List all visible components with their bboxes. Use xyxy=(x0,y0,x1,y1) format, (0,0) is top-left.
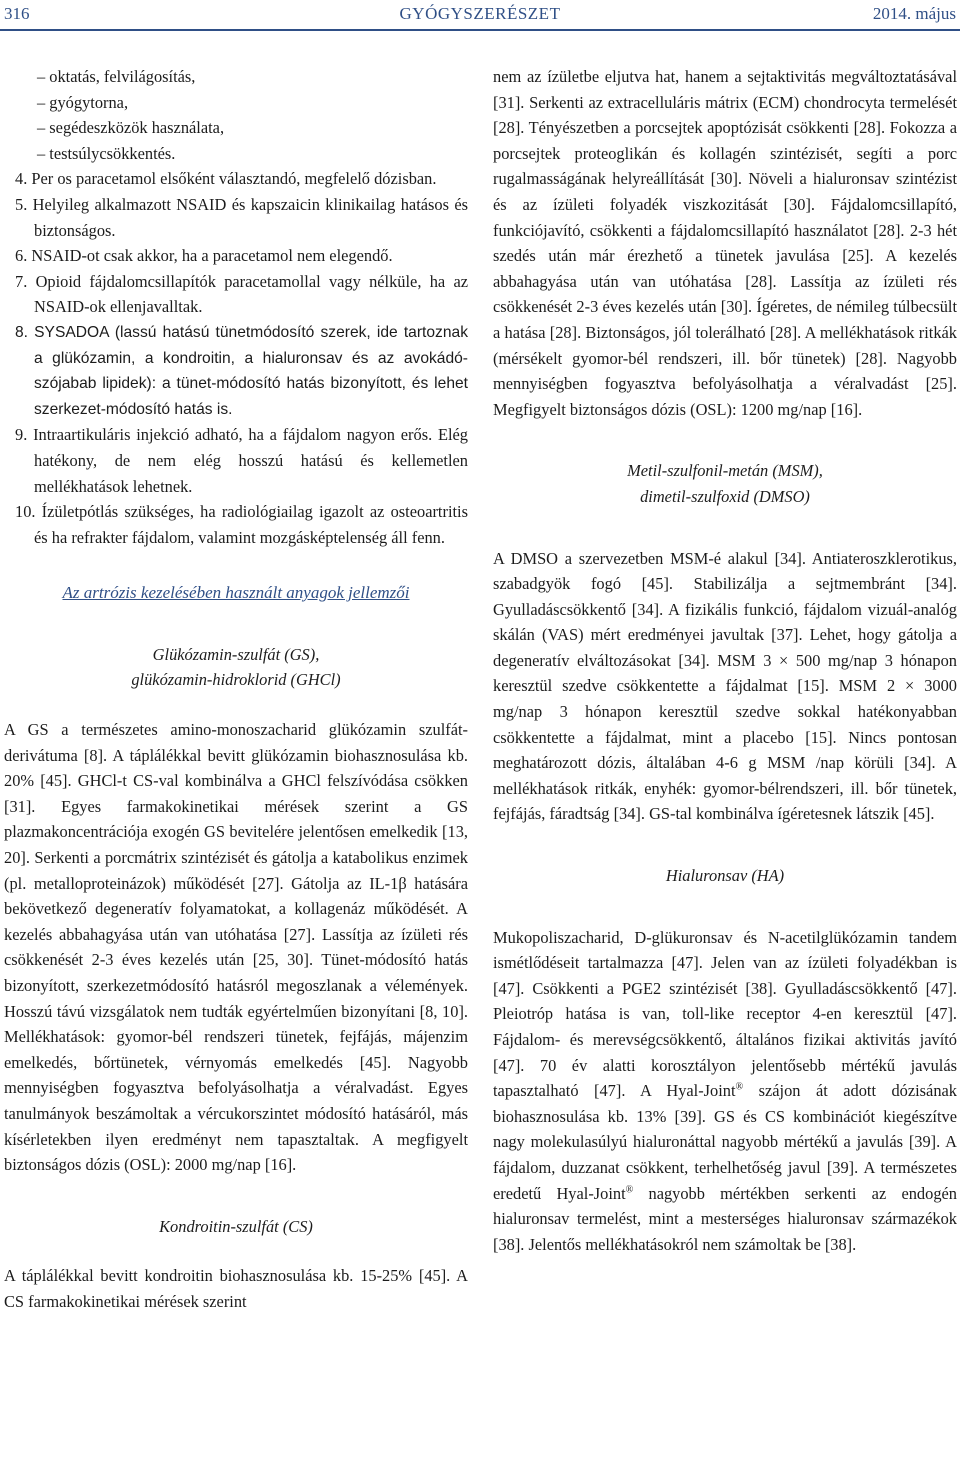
journal-title: GYÓGYSZERÉSZET xyxy=(399,4,561,23)
list-item-5: 5. Helyileg alkalmazott NSAID és kapszaicin klinikailag hatásos és biztonságos. xyxy=(15,194,468,240)
list-item-10: 10. Ízületpótlás szükséges, ha radiológiailag igazolt az osteoartritis és ha refrakter fájdalom, valamint mozgásképtelenség áll fenn. xyxy=(15,502,468,547)
list-item-6: 6. NSAID-ot csak akkor, ha a paracetamol nem elegendő. xyxy=(15,246,393,266)
gs-heading-line2: glükózamin-hidroklorid (GHCl) xyxy=(131,670,341,690)
list-item: – testsúlycsökkentés. xyxy=(37,143,176,163)
ha-text-a: Mukopoliszacharid, D-glükuronsav és N-acetilglükózamin tandem ismétlődéseit tartalmazza [47]. Jelen van az ízületi folyadékban is [47]. Csökkenti a PGE2 szintézisét [38]. Gyulladáscsökkentő [47]. Pleiotróp hatása is van, toll-like receptor 4-en keresztül [47]. Fájdalom- és merevségcsökkentő, általános fizikai aktivitás javító [47]. 70 év alatti korosztályon jelentősebb mértékű javulás tapasztalható [47]. A Hyal-Joint xyxy=(493,927,957,1101)
page-header xyxy=(0,0,960,28)
list-item-8: 8. SYSADOA (lassú hatású tünetmódosító szerek, ide tartoznak a glükózamin, a kondroitin, a hialuronsav és az avokádó-szójabab lipidek): a tünet-módosító hatás bizonyított, és lehet szerkezet-módosító hatás is. xyxy=(15,323,468,418)
cs-paragraph: A táplálékkal bevitt kondroitin biohasznosulása kb. 15-25% [45]. A CS farmakokinetikai mérések szerint xyxy=(4,1266,468,1311)
gs-paragraph: A GS a természetes amino-monoszacharid glükózamin szulfát-derivátuma [8]. A táplálékkal bevitt glükózamin biohasznosulása kb. 20% [45]. GHCl-t CS-val kombinálva a GHCl felszívódása csökken [31]. Egyes farmakokinetikai mérések szerint a GS plazmakoncentrációja exogén GS bevitelére jelentősen emelkedik [13, 20]. Serkenti a porcmátrix szintézisét és gátolja a katabolikus enzimek (pl. metalloproteinázok) működését [27]. Gátolja az IL-1β hatására bekövetkező degeneratív folyamatokat, a kollagenáz működését. A kezelés abbahagyása után van utóhatása [27]. Lassítja az ízületi rés csökkenését 2-3 éves kezelés után [25, 30]. Tünet-módosító hatás bizonyított, szerkezetmódosító hatásról megoszlanak a vélemények. Hosszú távú vizsgálatok nem tudták egyértelműen bizonyítani [8, 10]. Mellékhatások: gyomor-bél rendszeri tünetek, fejfájás, májenzim emelkedés, bőrtünetek, vérnyomás emelkedés [45]. Nagyobb mennyiségben fogyasztva befolyásolhatja a véralvadást. Egyes tanulmányok beszámoltak a vércukorszintet módosító hatásáról, más kísérletekben ilyen eredményt nem tapasztaltak. A megfigyelt biztonságos dózis (OSL): 2000 mg/nap [16]. xyxy=(4,720,468,1175)
msm-heading-line1: Metil-szulfonil-metán (MSM), xyxy=(627,461,823,481)
ha-heading: Hialuronsav (HA) xyxy=(665,866,785,886)
header-rule xyxy=(0,29,960,31)
msm-heading-line2: dimetil-szulfoxid (DMSO) xyxy=(640,486,810,506)
list-item: – segédeszközök használata, xyxy=(37,118,225,138)
registered-mark: ® xyxy=(735,1081,744,1093)
registered-mark: ® xyxy=(625,1184,634,1196)
issue-date: 2014. május xyxy=(872,4,956,23)
list-item: – gyógytorna, xyxy=(37,92,129,112)
msm-paragraph: A DMSO a szervezetben MSM-é alakul [34]. Antiateroszklerotikus, szabadgyök fogó [45]. Stabilizálja a sejtmembránt [34]. Gyulladáscsökkentő [34]. A fizikális funkció, fájdalom vizuál-analóg skálán (VAS) mért eredményei javultak [37]. Lehet, hogy gátolja a degeneratív elváltozásokat [34]. MSM 3 × 500 mg/nap 3 hónapon keresztül szedve csökkentette a fájdalmat [15]. MSM 2 × 3000 mg/nap 3 hónapon keresztül szedve sokkal hatékonyabban csökkentette a fájdalmat, mint a placebo [15]. Nincs pontosan meghatározott dózis, általában 4-6 g MSM /nap körüli [34]. A mellékhatások ritkák, enyhék: gyomor-bélrendszeri, ill. bőr tünetek, fejfájás, fáradtság [34]. GS-tal kombinálva ígéretesnek látszik [45]. xyxy=(493,548,957,824)
cs-continued-paragraph: nem az ízületbe eljutva hat, hanem a sejtaktivitás megváltoztatásával [31]. Serkenti az extracelluláris mátrix (ECM) chondrocyta termelését [28]. Tényészetben a porcsejtek apoptózisát csökkenti [28]. Fokozza a porcsejtek proteoglikán és kollagén szintézisét, segíti a porc rugalmasságának helyreállítását [30]. Növeli a hialuronsav szintézist és az ízületi folyadék viszkozitását [30]. Fájdalomcsillapító, funkciójavító, csökkenti a fájdalomcsillapító használatot [28]. 2-3 hét szedés után már érezhető a tünetek javulása [25]. A kezelés abbahagyása után van utóhatása [28]. Lassítja az ízületi rés csökkenését 2-3 éves kezelés után [30]. Ígéretes, de némileg túlbecsült a hatása [28]. Biztonságos, jól tolerálható [28]. A mellékhatások ritkák (mérsékelt gyomor-bél rendszeri, ill. bőr tünetek) [28]. Nagyobb mennyiségben fogyasztva befolyásolhatja a véralvadást [25]. Megfigyelt biztonságos dózis (OSL): 1200 mg/nap [16]. xyxy=(493,67,957,419)
list-item-9: 9. Intraartikuláris injekció adható, ha a fájdalom nagyon erős. Elég hatékony, de nem elég hosszú hatású és kellemetlen mellékhatások lehetnek. xyxy=(15,425,468,496)
list-item-4: 4. Per os paracetamol elsőként választandó, megfelelő dózisban. xyxy=(15,169,437,189)
ha-text-c: nagyobb mértékben serkenti az endogén hialuronsav termelést, mint a mesterséges hialuronsav származékok [38]. Jelentős mellékhatásokról nem számoltak be [38]. xyxy=(493,1183,957,1254)
left-column xyxy=(4,64,468,1315)
list-item: – oktatás, felvilágosítás, xyxy=(37,67,196,86)
ha-text-b: szájon át adott dózisának biohasznosulása kb. 13% [39]. GS és CS kombinációt kiegészítve nagy molekulasúlyú hialuronáttal nagyobb mértékű a javulás [39]. A fájdalom, duzzanat csökkent, terhelhetőség javul [39]. A természetes eredetű Hyal-Joint xyxy=(493,1081,957,1203)
gs-heading-line1: Glükózamin-szulfát (GS), xyxy=(152,644,320,664)
section-title: Az artrózis kezelésében használt anyagok jellemzői xyxy=(62,583,410,603)
page-number: 316 xyxy=(4,4,30,23)
cs-heading: Kondroitin-szulfát (CS) xyxy=(159,1216,313,1236)
ha-paragraph xyxy=(493,925,957,1258)
list-item-7: 7. Opioid fájdalomcsillapítók paracetamollal vagy nélküle, ha az NSAID-ok ellenjavalltak. xyxy=(15,271,468,317)
right-column xyxy=(493,64,957,1257)
